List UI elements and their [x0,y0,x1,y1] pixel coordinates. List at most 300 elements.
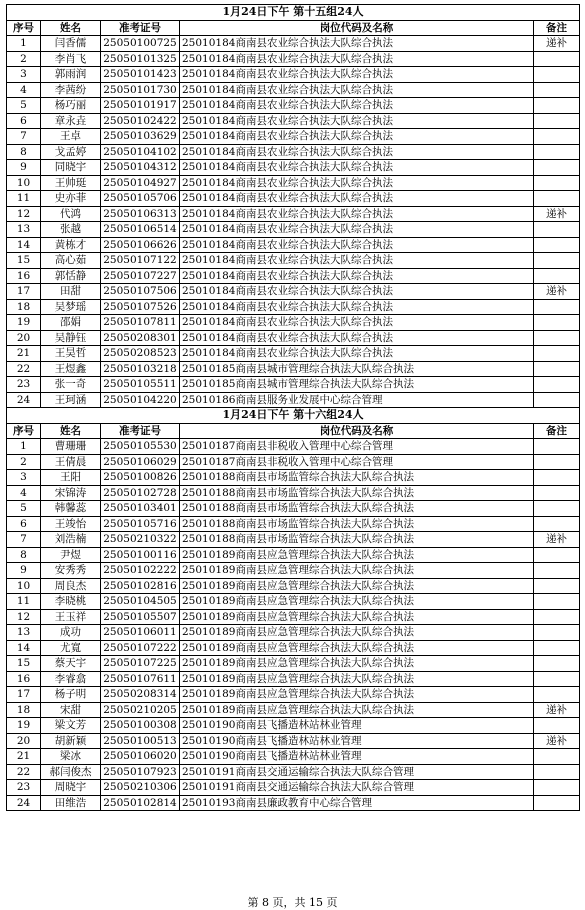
row-number: 4 [7,82,41,98]
exam-ticket-number: 25050105530 [101,439,180,455]
position-code-name: 25010184商南县农业综合执法大队综合执法 [180,206,534,222]
position-code-name: 25010184商南县农业综合执法大队综合执法 [180,82,534,98]
row-number: 9 [7,160,41,176]
exam-ticket-number: 25050107225 [101,656,180,672]
candidate-name: 郝闫俊杰 [41,764,101,780]
row-number: 14 [7,640,41,656]
exam-ticket-number: 25050107506 [101,284,180,300]
column-header: 姓名 [41,423,101,439]
page-footer: 第 8 页，共 15 页 [247,896,338,909]
candidate-name: 章永垚 [41,113,101,129]
candidate-name: 郭雨润 [41,67,101,83]
candidate-name: 田维浩 [41,795,101,811]
table-row [7,144,580,160]
table-row [7,671,580,687]
remark [534,640,580,656]
table-row [7,377,580,393]
row-number: 22 [7,361,41,377]
remark [534,454,580,470]
row-number: 6 [7,113,41,129]
position-code-name: 25010193商南县廉政教育中心综合管理 [180,795,534,811]
exam-ticket-number: 25050106313 [101,206,180,222]
position-code-name: 25010184商南县农业综合执法大队综合执法 [180,129,534,145]
table-row [7,129,580,145]
remark [534,671,580,687]
exam-ticket-number: 25050106029 [101,454,180,470]
table-row [7,609,580,625]
exam-ticket-number: 25050208523 [101,346,180,362]
table-row [7,532,580,548]
position-code-name: 25010189商南县应急管理综合执法大队综合执法 [180,640,534,656]
remark [534,315,580,331]
row-number: 11 [7,594,41,610]
remark [534,361,580,377]
row-number: 2 [7,51,41,67]
table-row [7,160,580,176]
exam-ticket-number: 25050100513 [101,733,180,749]
remark [534,749,580,765]
position-code-name: 25010184商南县农业综合执法大队综合执法 [180,222,534,238]
remark [534,718,580,734]
position-code-name: 25010189商南县应急管理综合执法大队综合执法 [180,702,534,718]
row-number: 8 [7,144,41,160]
exam-ticket-number: 25050100308 [101,718,180,734]
column-header: 姓名 [41,20,101,36]
remark [534,299,580,315]
position-code-name: 25010189商南县应急管理综合执法大队综合执法 [180,687,534,703]
candidate-name: 李肖飞 [41,51,101,67]
exam-ticket-number: 25050101423 [101,67,180,83]
row-number: 11 [7,191,41,207]
position-code-name: 25010188商南县市场监管综合执法大队综合执法 [180,485,534,501]
remark: 递补 [534,733,580,749]
row-number: 1 [7,36,41,52]
row-number: 21 [7,346,41,362]
remark [534,98,580,114]
exam-ticket-number: 25050104312 [101,160,180,176]
row-number: 6 [7,516,41,532]
exam-ticket-number: 25050107227 [101,268,180,284]
position-code-name: 25010191商南县交通运输综合执法大队综合管理 [180,764,534,780]
candidate-name: 王帅珽 [41,175,101,191]
table-row [7,501,580,517]
exam-schedule-table [6,4,580,811]
remark [534,129,580,145]
group-title: 1月24日下午 第十六组24人 [7,408,580,424]
row-number: 21 [7,749,41,765]
candidate-name: 黄栋才 [41,237,101,253]
row-number: 1 [7,439,41,455]
candidate-name: 同晓宇 [41,160,101,176]
row-number: 20 [7,330,41,346]
candidate-name: 杨子明 [41,687,101,703]
table-row [7,222,580,238]
table-row [7,98,580,114]
position-code-name: 25010187商南县非税收入管理中心综合管理 [180,439,534,455]
row-number: 7 [7,129,41,145]
table-row [7,718,580,734]
position-code-name: 25010184商南县农业综合执法大队综合执法 [180,299,534,315]
table-row [7,315,580,331]
table-row [7,82,580,98]
table-row [7,563,580,579]
table-row [7,733,580,749]
candidate-name: 刘浩楠 [41,532,101,548]
row-number: 23 [7,780,41,796]
remark [534,795,580,811]
position-code-name: 25010189商南县应急管理综合执法大队综合执法 [180,594,534,610]
remark [534,687,580,703]
position-code-name: 25010184商南县农业综合执法大队综合执法 [180,253,534,269]
table-row [7,640,580,656]
candidate-name: 田甜 [41,284,101,300]
exam-ticket-number: 25050106626 [101,237,180,253]
table-row [7,625,580,641]
candidate-name: 李晓桃 [41,594,101,610]
table-row [7,470,580,486]
table-row [7,67,580,83]
position-code-name: 25010190商南县飞播造林站林业管理 [180,749,534,765]
candidate-name: 闫香儒 [41,36,101,52]
exam-ticket-number: 25050102422 [101,113,180,129]
table-row [7,764,580,780]
exam-ticket-number: 25050101917 [101,98,180,114]
candidate-name: 李茜纷 [41,82,101,98]
exam-ticket-number: 25050102222 [101,563,180,579]
exam-ticket-number: 25050102816 [101,578,180,594]
column-header: 备注 [534,20,580,36]
position-code-name: 25010186商南县服务业发展中心综合管理 [180,392,534,408]
exam-ticket-number: 25050107611 [101,671,180,687]
remark [534,439,580,455]
row-number: 16 [7,671,41,687]
candidate-name: 宋锦涛 [41,485,101,501]
position-code-name: 25010185商南县城市管理综合执法大队综合执法 [180,377,534,393]
position-code-name: 25010184商南县农业综合执法大队综合执法 [180,51,534,67]
candidate-name: 李睿翕 [41,671,101,687]
candidate-name: 代鸿 [41,206,101,222]
remark [534,113,580,129]
exam-ticket-number: 25050106020 [101,749,180,765]
table-row [7,687,580,703]
remark [534,470,580,486]
row-number: 15 [7,253,41,269]
remark [534,268,580,284]
remark [534,51,580,67]
candidate-name: 尤寬 [41,640,101,656]
table-row [7,485,580,501]
remark: 递补 [534,284,580,300]
row-number: 7 [7,532,41,548]
position-code-name: 25010189商南县应急管理综合执法大队综合执法 [180,656,534,672]
exam-ticket-number: 25050106514 [101,222,180,238]
row-number: 5 [7,501,41,517]
row-number: 10 [7,578,41,594]
table-row [7,516,580,532]
column-header: 岗位代码及名称 [180,20,534,36]
remark [534,764,580,780]
candidate-name: 王珂涵 [41,392,101,408]
table-row [7,454,580,470]
exam-ticket-number: 25050102814 [101,795,180,811]
header-row [7,423,580,439]
table-row [7,749,580,765]
position-code-name: 25010188商南县市场监管综合执法大队综合执法 [180,516,534,532]
remark [534,191,580,207]
position-code-name: 25010184商南县农业综合执法大队综合执法 [180,36,534,52]
table-row [7,284,580,300]
table-row [7,578,580,594]
table-row [7,299,580,315]
table-row [7,656,580,672]
row-number: 18 [7,702,41,718]
remark: 递补 [534,36,580,52]
row-number: 10 [7,175,41,191]
position-code-name: 25010185商南县城市管理综合执法大队综合执法 [180,361,534,377]
row-number: 24 [7,392,41,408]
remark [534,67,580,83]
exam-ticket-number: 25050100826 [101,470,180,486]
remark [534,392,580,408]
remark: 递补 [534,702,580,718]
document-page [6,4,579,811]
exam-ticket-number: 25050103401 [101,501,180,517]
table-row [7,439,580,455]
position-code-name: 25010184商南县农业综合执法大队综合执法 [180,175,534,191]
position-code-name: 25010184商南县农业综合执法大队综合执法 [180,268,534,284]
table-row [7,268,580,284]
exam-ticket-number: 25050104102 [101,144,180,160]
position-code-name: 25010184商南县农业综合执法大队综合执法 [180,191,534,207]
candidate-name: 梁冰 [41,749,101,765]
position-code-name: 25010184商南县农业综合执法大队综合执法 [180,330,534,346]
table-row [7,702,580,718]
candidate-name: 杨巧丽 [41,98,101,114]
position-code-name: 25010189商南县应急管理综合执法大队综合执法 [180,563,534,579]
candidate-name: 蔡天宇 [41,656,101,672]
table-row [7,175,580,191]
position-code-name: 25010189商南县应急管理综合执法大队综合执法 [180,671,534,687]
remark [534,578,580,594]
row-number: 14 [7,237,41,253]
table-row [7,191,580,207]
exam-ticket-number: 25050106011 [101,625,180,641]
exam-ticket-number: 25050100725 [101,36,180,52]
candidate-name: 张越 [41,222,101,238]
candidate-name: 王竣怡 [41,516,101,532]
row-number: 17 [7,284,41,300]
position-code-name: 25010189商南县应急管理综合执法大队综合执法 [180,625,534,641]
exam-ticket-number: 25050104505 [101,594,180,610]
exam-ticket-number: 25050210306 [101,780,180,796]
column-header: 准考证号 [101,423,180,439]
remark [534,330,580,346]
position-code-name: 25010189商南县应急管理综合执法大队综合执法 [180,578,534,594]
row-number: 15 [7,656,41,672]
remark [534,144,580,160]
candidate-name: 周良杰 [41,578,101,594]
row-number: 18 [7,299,41,315]
position-code-name: 25010190商南县飞播造林站林业管理 [180,733,534,749]
candidate-name: 高心茹 [41,253,101,269]
table-row [7,36,580,52]
exam-ticket-number: 25050101730 [101,82,180,98]
exam-ticket-number: 25050100116 [101,547,180,563]
table-row [7,237,580,253]
position-code-name: 25010184商南县农业综合执法大队综合执法 [180,98,534,114]
table-row [7,253,580,269]
candidate-name: 尹煜 [41,547,101,563]
candidate-name: 郭恬静 [41,268,101,284]
exam-ticket-number: 25050104927 [101,175,180,191]
position-code-name: 25010184商南县农业综合执法大队综合执法 [180,346,534,362]
table-body [7,5,580,811]
remark [534,237,580,253]
exam-ticket-number: 25050107526 [101,299,180,315]
row-number: 16 [7,268,41,284]
remark [534,547,580,563]
row-number: 22 [7,764,41,780]
candidate-name: 王倩晨 [41,454,101,470]
candidate-name: 戈孟婷 [41,144,101,160]
remark [534,253,580,269]
position-code-name: 25010184商南县农业综合执法大队综合执法 [180,237,534,253]
remark [534,222,580,238]
row-number: 19 [7,315,41,331]
row-number: 13 [7,222,41,238]
remark [534,485,580,501]
exam-ticket-number: 25050102728 [101,485,180,501]
candidate-name: 王卓 [41,129,101,145]
exam-ticket-number: 25050105507 [101,609,180,625]
row-number: 3 [7,67,41,83]
candidate-name: 安秀秀 [41,563,101,579]
remark [534,609,580,625]
row-number: 12 [7,206,41,222]
row-number: 3 [7,470,41,486]
table-row [7,361,580,377]
position-code-name: 25010190商南县飞播造林站林业管理 [180,718,534,734]
remark [534,516,580,532]
row-number: 20 [7,733,41,749]
table-row [7,547,580,563]
table-row [7,795,580,811]
remark [534,563,580,579]
position-code-name: 25010184商南县农业综合执法大队综合执法 [180,284,534,300]
table-row [7,330,580,346]
table-row [7,346,580,362]
candidate-name: 周晓宇 [41,780,101,796]
group-title-row [7,408,580,424]
row-number: 12 [7,609,41,625]
exam-ticket-number: 25050107811 [101,315,180,331]
exam-ticket-number: 25050210205 [101,702,180,718]
candidate-name: 宋甜 [41,702,101,718]
position-code-name: 25010191商南县交通运输综合执法大队综合管理 [180,780,534,796]
exam-ticket-number: 25050105716 [101,516,180,532]
candidate-name: 王玉祥 [41,609,101,625]
column-header: 准考证号 [101,20,180,36]
column-header: 序号 [7,423,41,439]
remark: 递补 [534,532,580,548]
table-row [7,780,580,796]
position-code-name: 25010184商南县农业综合执法大队综合执法 [180,160,534,176]
candidate-name: 胡新颖 [41,733,101,749]
candidate-name: 韩馨蕊 [41,501,101,517]
row-number: 5 [7,98,41,114]
remark: 递补 [534,206,580,222]
header-row [7,20,580,36]
table-row [7,594,580,610]
table-row [7,113,580,129]
exam-ticket-number: 25050208314 [101,687,180,703]
remark [534,625,580,641]
candidate-name: 史亦菲 [41,191,101,207]
position-code-name: 25010184商南县农业综合执法大队综合执法 [180,113,534,129]
candidate-name: 邵娟 [41,315,101,331]
position-code-name: 25010184商南县农业综合执法大队综合执法 [180,315,534,331]
row-number: 9 [7,563,41,579]
candidate-name: 曹珊珊 [41,439,101,455]
group-title-row [7,5,580,21]
row-number: 2 [7,454,41,470]
position-code-name: 25010184商南县农业综合执法大队综合执法 [180,67,534,83]
exam-ticket-number: 25050107923 [101,764,180,780]
remark [534,346,580,362]
exam-ticket-number: 25050104220 [101,392,180,408]
candidate-name: 梁文芳 [41,718,101,734]
position-code-name: 25010188商南县市场监管综合执法大队综合执法 [180,532,534,548]
candidate-name: 王煜鑫 [41,361,101,377]
exam-ticket-number: 25050103629 [101,129,180,145]
position-code-name: 25010184商南县农业综合执法大队综合执法 [180,144,534,160]
exam-ticket-number: 25050107122 [101,253,180,269]
position-code-name: 25010187商南县非税收入管理中心综合管理 [180,454,534,470]
row-number: 13 [7,625,41,641]
row-number: 8 [7,547,41,563]
candidate-name: 吴梦瑶 [41,299,101,315]
exam-ticket-number: 25050210322 [101,532,180,548]
column-header: 岗位代码及名称 [180,423,534,439]
remark [534,377,580,393]
table-row [7,392,580,408]
exam-ticket-number: 25050208301 [101,330,180,346]
row-number: 24 [7,795,41,811]
table-row [7,206,580,222]
candidate-name: 王昊哲 [41,346,101,362]
position-code-name: 25010189商南县应急管理综合执法大队综合执法 [180,547,534,563]
candidate-name: 王阳 [41,470,101,486]
candidate-name: 吴静钰 [41,330,101,346]
remark [534,656,580,672]
remark [534,175,580,191]
remark [534,594,580,610]
remark [534,780,580,796]
candidate-name: 张一奇 [41,377,101,393]
group-title: 1月24日下午 第十五组24人 [7,5,580,21]
candidate-name: 成功 [41,625,101,641]
table-row [7,51,580,67]
position-code-name: 25010188商南县市场监管综合执法大队综合执法 [180,470,534,486]
remark [534,160,580,176]
position-code-name: 25010189商南县应急管理综合执法大队综合执法 [180,609,534,625]
remark [534,501,580,517]
column-header: 备注 [534,423,580,439]
exam-ticket-number: 25050105706 [101,191,180,207]
position-code-name: 25010188商南县市场监管综合执法大队综合执法 [180,501,534,517]
row-number: 17 [7,687,41,703]
exam-ticket-number: 25050107222 [101,640,180,656]
